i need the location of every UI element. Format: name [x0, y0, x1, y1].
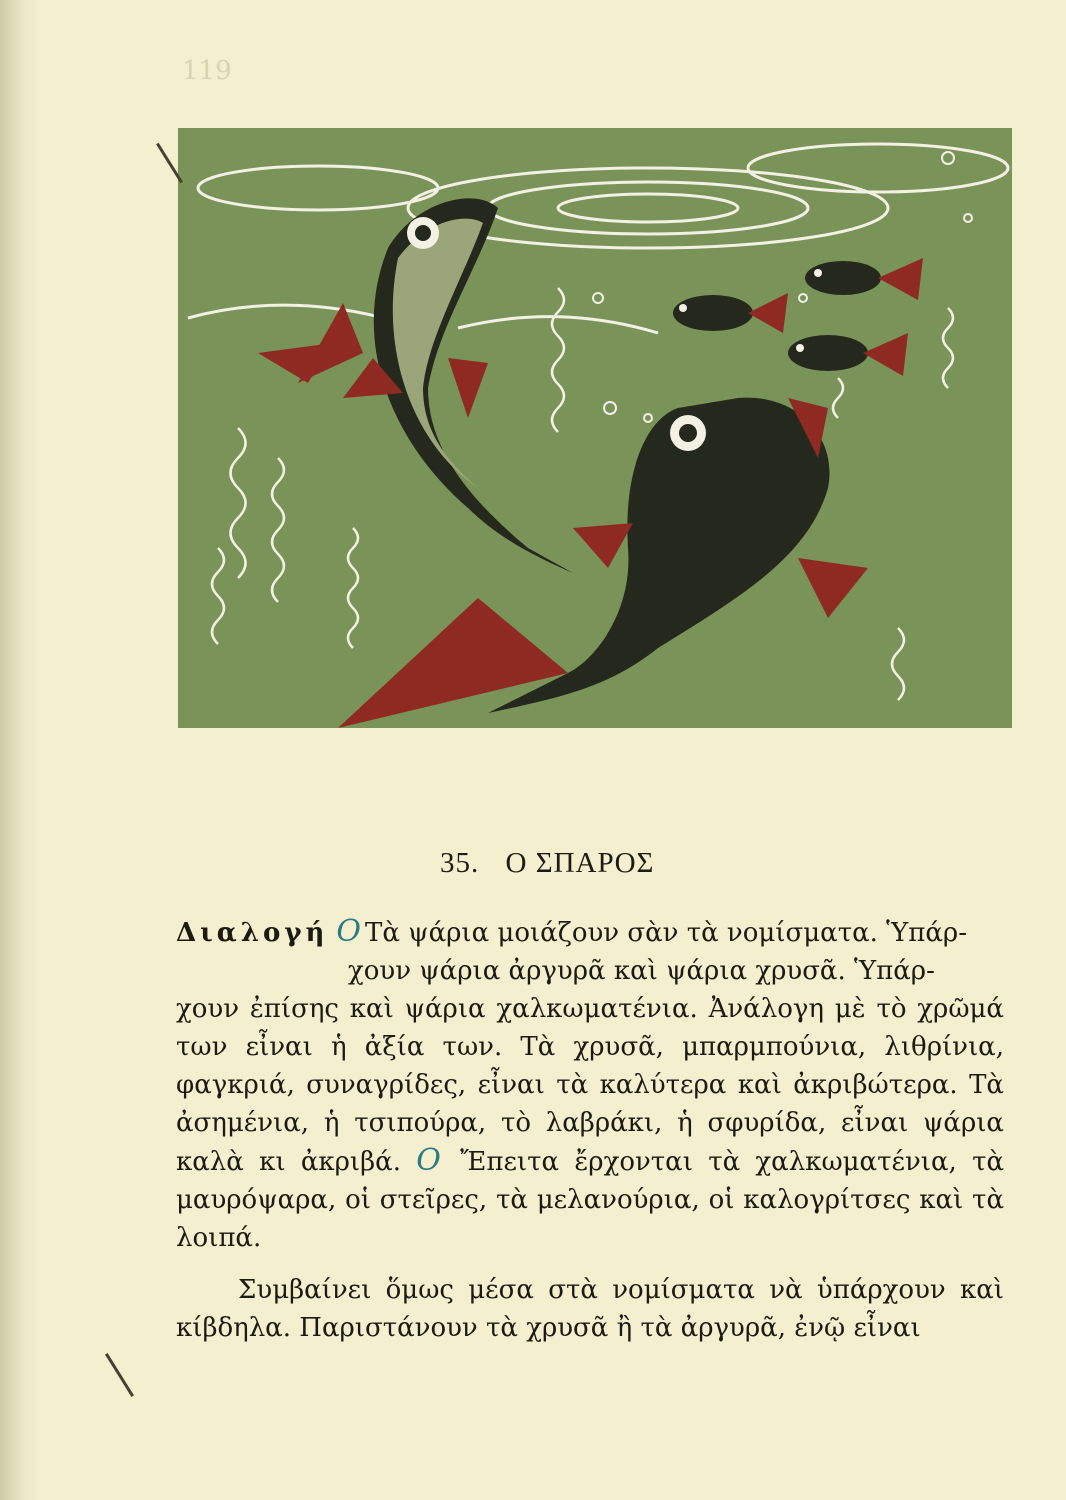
paragraph-text: Ἔπειτα ἔρχονται τὰ χαλκωματένια, τὰ μαυρόψαρα, οἱ στεῖρες, τὰ μελανούρια, οἱ καλογρίτσες καὶ τὰ λοιπά.: [176, 1147, 1005, 1253]
text-line: χουν ψάρια ἀργυρᾶ καὶ ψάρια χρυσᾶ. Ὑπάρ-: [348, 956, 935, 986]
chapter-number: 35.: [440, 847, 480, 879]
page-gutter-shadow: [0, 0, 38, 1500]
text-line: Τὰ ψάρια μοιάζουν σὰν τὰ νομίσματα. Ὑπάρ-: [365, 918, 967, 948]
paragraph: Συμβαίνει ὅμως μέσα στὰ νομίσματα νὰ ὑπάρχουν καὶ κίβδηλα. Παριστάνουν τὰ χρυσᾶ ἢ τὰ ἀργυρᾶ, ἐνῷ εἶναι: [176, 1275, 1004, 1343]
handwritten-mark: O: [416, 1143, 441, 1178]
body-text: [176, 913, 1004, 1347]
page-number: 119: [182, 56, 232, 86]
margin-mark: [105, 1353, 134, 1397]
chapter-name: Ο ΣΠΑΡΟΣ: [505, 847, 655, 879]
paragraph-text: χουν ἐπίσης καὶ ψάρια χαλκωματένια. Ἀνάλογη μὲ τὸ χρῶμά των εἶναι ἡ ἀξία των. Τὰ χρυσᾶ, μπαρμπούνια, λιθρίνια, φαγκριά, συναγρίδες, εἶναι τὰ καλύτερα καὶ ἀκριβώτερα. Τὰ ἀσημένια, ἡ τσιπούρα, τὸ λαβράκι, ἡ σφυρίδα, εἶναι ψάρια καλὰ κι ἀκριβά.: [176, 994, 1004, 1177]
speaker-label: Διαλογή: [176, 918, 329, 948]
paragraph: [176, 913, 1004, 952]
paragraph: [176, 990, 1004, 1257]
chapter-title: [440, 847, 654, 880]
fish-illustration: [178, 128, 1012, 728]
handwritten-mark: O: [336, 914, 362, 949]
